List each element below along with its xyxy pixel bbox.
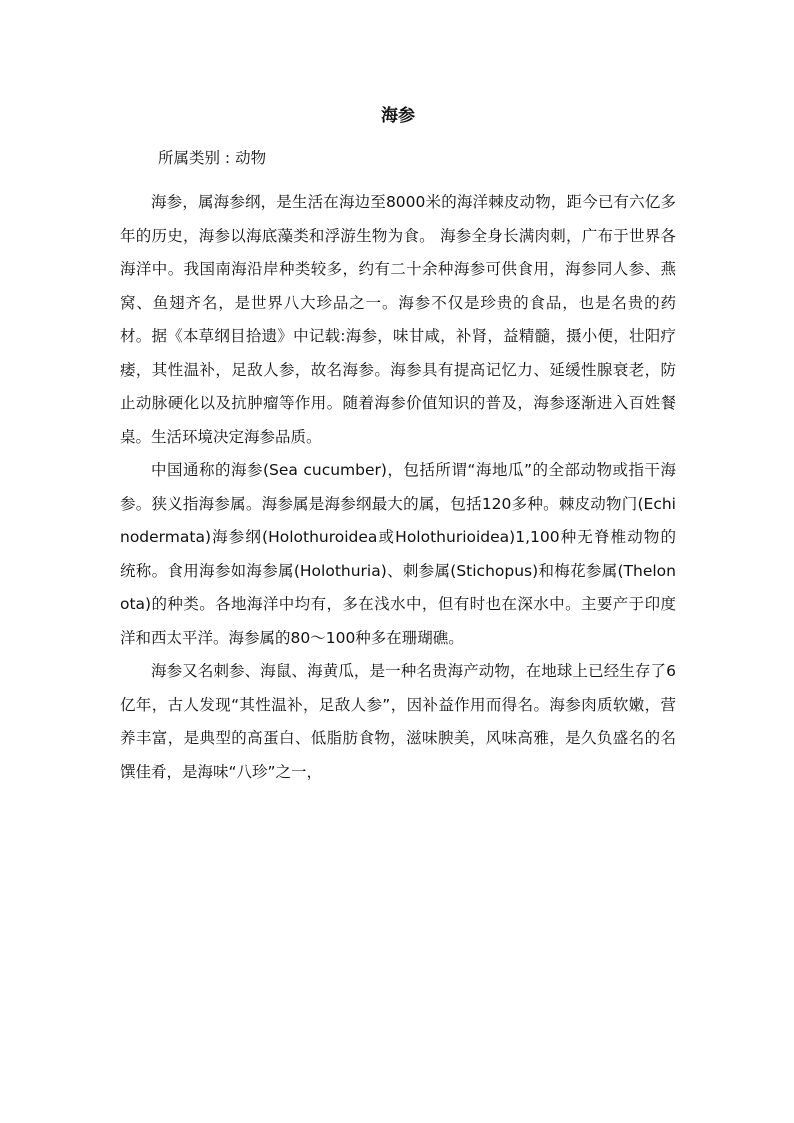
document-title: 海参 [381,106,415,126]
paragraph-1: 海参，属海参纲，是生活在海边至8000米的海洋棘皮动物，距今已有六亿多年的历史，海参以海底藻类和浮游生物为食。 海参全身长满肉刺，广布于世界各海洋中。我国南海沿岸种类较多，约有二十余种海参可供食用，海参同人参、燕窝、鱼翅齐名，是世界八大珍品之一。海参不仅是珍贵的食品，也是名贵的药材。据《本草纲目拾遗》中记载:海参，味甘咸，补肾，益精髓，摄小便，壮阳疗痿，其性温补，足敌人参，故名海参。海参具有提高记忆力、延缓性腺衰老，防止动脉硬化以及抗肿瘤等作用。随着海参价值知识的普及，海参逐渐进入百姓餐桌。生活环境决定海参品质。 [120,193,676,446]
paragraph-3: 海参又名刺参、海鼠、海黄瓜，是一种名贵海产动物，在地球上已经生存了6亿年，古人发现“其性温补，足敌人参”，因补益作用而得名。海参肉质软嫩，营养丰富，是典型的高蛋白、低脂肪食物，滋味腴美，风味高雅，是久负盛名的名馔佳肴，是海味“八珍”之一， [120,662,676,781]
category-line: 所属类别 : 动物 [158,149,267,167]
document-body [120,186,676,789]
paragraph-2: 中国通称的海参(Sea cucumber)，包括所谓“海地瓜”的全部动物或指干海参。狭义指海参属。海参属是海参纲最大的属，包括120多种。棘皮动物门(Echinodermata)海参纲(Holothuroidea或Holothurioidea)1,100种无脊椎动物的统称。食用海参如海参属(Holothuria)、刺参属(Stichopus)和梅花参属(Thelonota)的种类。各地海洋中均有，多在浅水中，但有时也在深水中。主要产于印度洋和西太平洋。海参属的80～100种多在珊瑚礁。 [120,461,676,647]
